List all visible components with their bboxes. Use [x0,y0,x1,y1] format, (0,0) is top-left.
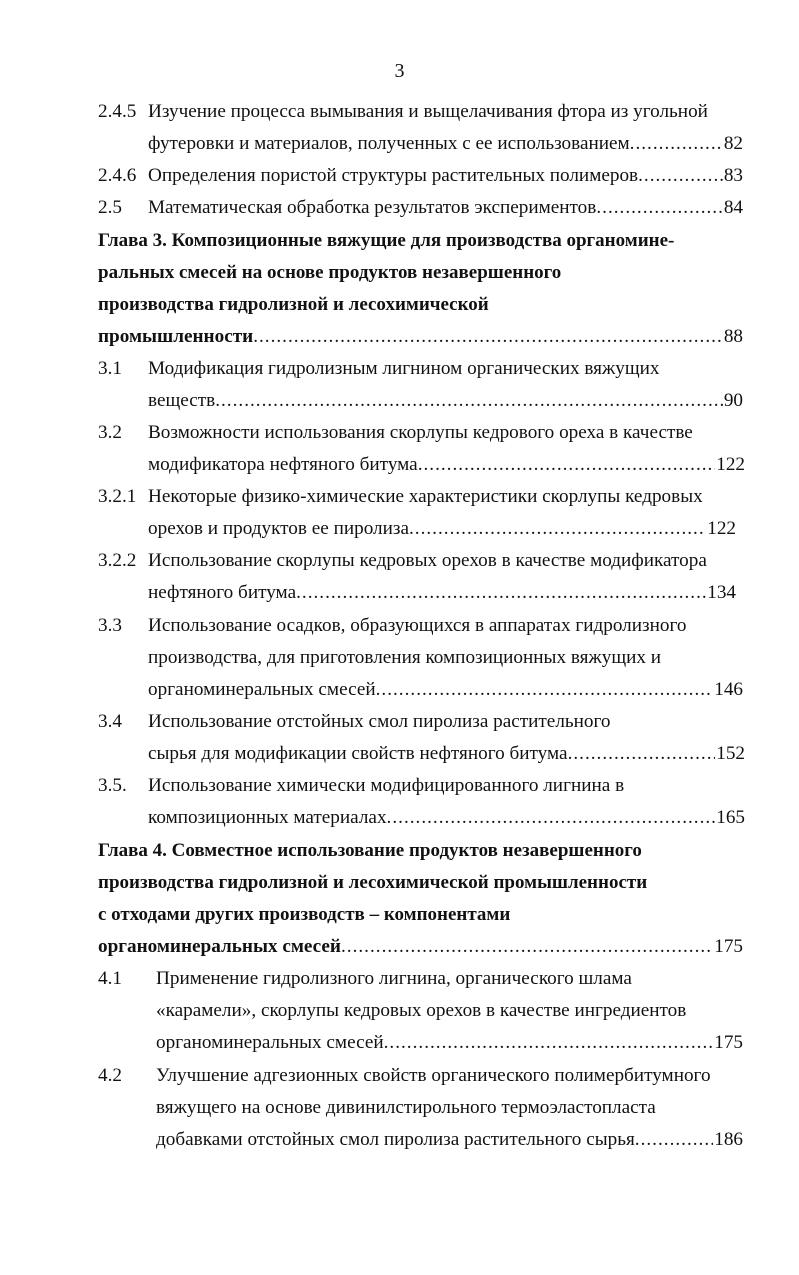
page-ref: 82 [723,133,743,154]
toc-entry-3-2-line2 [148,449,745,481]
page-ref: 165 [716,807,745,828]
entry-title-cont: композиционных материалах [148,807,387,828]
toc-entry-4-2-line2: вяжущего на основе дивинилстирольного термоэластопласта [156,1097,656,1118]
toc-entry-3-2-1-line2 [148,513,736,545]
dot-leader [638,160,723,192]
chapter-title-cont: промышленности [98,326,254,347]
entry-title: Определения пористой структуры растительных полимеров [148,165,639,186]
entry-title: Возможности использования скорлупы кедрового ореха в качестве [148,422,693,443]
entry-title-cont: органоминеральных смесей [156,1032,384,1053]
toc-entry-3-2-1-line1 [98,481,748,513]
toc-entry-3-3-line2: производства, для приготовления композиционных вяжущих и [148,647,662,668]
toc-entry-3-1-line2 [148,385,743,417]
entry-title-cont: веществ [148,390,216,411]
dot-leader [630,128,723,160]
section-number: 3.2.2 [98,550,137,571]
toc-entry-2-4-5-line1 [98,96,748,128]
section-number: 3.2 [98,422,122,443]
toc-entry-3-2-2-line2 [148,577,736,609]
page-ref: 152 [716,743,745,764]
chapter-3-heading-line3: производства гидролизной и лесохимической [98,294,489,315]
toc-entry-3-3-line1 [98,610,748,642]
toc-entry-2-4-6 [98,160,743,192]
dot-leader [253,321,723,353]
page-ref: 84 [723,197,743,218]
page-ref: 88 [723,326,743,347]
dot-leader [568,738,716,770]
entry-title-cont: сырья для модификации свойств нефтяного битума [148,743,568,764]
toc-entry-3-4-line2 [148,738,745,770]
entry-title-cont: добавками отстойных смол пиролиза растительного сырья [156,1129,635,1150]
section-number: 2.4.5 [98,101,137,122]
page-number: 3 [394,60,405,82]
entry-title-cont: нефтяного битума [148,582,297,603]
toc-entry-3-5-line2 [148,802,745,834]
toc-entry-3-5-line1 [98,770,748,802]
toc-entry-2-5 [98,192,743,224]
page-ref: 186 [714,1129,743,1150]
section-number: 4.2 [98,1065,122,1086]
entry-title: Некоторые физико-химические характеристики скорлупы кедровых [148,486,703,507]
dot-leader [418,449,716,481]
dot-leader [296,577,706,609]
entry-title: Улучшение адгезионных свойств органического полимербитумного [156,1065,711,1086]
page-ref: 122 [716,454,745,475]
dot-leader [384,1027,714,1059]
entry-title: Применение гидролизного лигнина, органического шлама [156,968,632,989]
page-ref: 90 [723,390,743,411]
entry-title-cont: модификатора нефтяного битума [148,454,418,475]
chapter-4-heading-line3: с отходами других производств – компонентами [98,904,511,925]
chapter-3-heading-line2: ральных смесей на основе продуктов незавершенного [98,262,562,283]
entry-title-cont: органоминеральных смесей [148,679,376,700]
page-ref: 175 [714,936,743,957]
toc-entry-4-1-line2: «карамели», скорлупы кедровых орехов в качестве ингредиентов [156,1000,687,1021]
section-number: 3.3 [98,615,122,636]
dot-leader [387,802,716,834]
entry-title: Использование химически модифицированного лигнина в [148,775,625,796]
toc-entry-2-4-5-line2 [148,128,743,160]
toc-entry-3-2-2-line1 [98,545,748,577]
section-number: 3.2.1 [98,486,137,507]
dot-leader [215,385,723,417]
page-ref: 122 [707,518,736,539]
section-number: 2.4.6 [98,165,137,186]
toc-entry-3-4-line1 [98,706,748,738]
entry-title: Использование отстойных смол пиролиза растительного [148,711,611,732]
section-number: 3.1 [98,358,122,379]
page-ref: 134 [707,582,736,603]
chapter-4-heading-line1: Глава 4. Совместное использование продуктов незавершенного [98,840,642,861]
chapter-title-cont: органоминеральных смесей [98,936,341,957]
chapter-3-heading-line4 [98,321,743,353]
entry-title-cont: футеровки и материалов, полученных с ее использованием [148,133,630,154]
chapter-4-heading-line4 [98,931,743,963]
entry-title: Использование осадков, образующихся в аппаратах гидролизного [148,615,687,636]
entry-title-cont: орехов и продуктов ее пиролиза [148,518,409,539]
section-number: 3.4 [98,711,122,732]
page-ref: 146 [714,679,743,700]
entry-title: Изучение процесса вымывания и выщелачивания фтора из угольной [148,101,708,122]
dot-leader [341,931,713,963]
toc-entry-3-2-line1 [98,417,748,449]
page-ref: 175 [714,1032,743,1053]
section-number: 3.5. [98,775,127,796]
entry-title: Математическая обработка результатов экспериментов [148,197,597,218]
chapter-3-heading-line1: Глава 3. Композиционные вяжущие для производства органомине- [98,230,675,251]
toc-entry-3-3-line3 [148,674,743,706]
dot-leader [635,1124,713,1156]
dot-leader [376,674,714,706]
entry-title: Модификация гидролизным лигнином органических вяжущих [148,358,660,379]
chapter-4-heading-line2: производства гидролизной и лесохимической промышленности [98,872,648,893]
entry-title: Использование скорлупы кедровых орехов в качестве модификатора [148,550,707,571]
toc-entry-3-1-line1 [98,353,748,385]
dot-leader [596,192,722,224]
section-number: 2.5 [98,197,122,218]
toc-entry-4-2-line1 [98,1060,748,1092]
page-ref: 83 [723,165,743,186]
toc-entry-4-2-line3 [156,1124,743,1156]
dot-leader [409,513,706,545]
section-number: 4.1 [98,968,122,989]
toc-entry-4-1-line3 [156,1027,743,1059]
toc-entry-4-1-line1 [98,963,748,995]
